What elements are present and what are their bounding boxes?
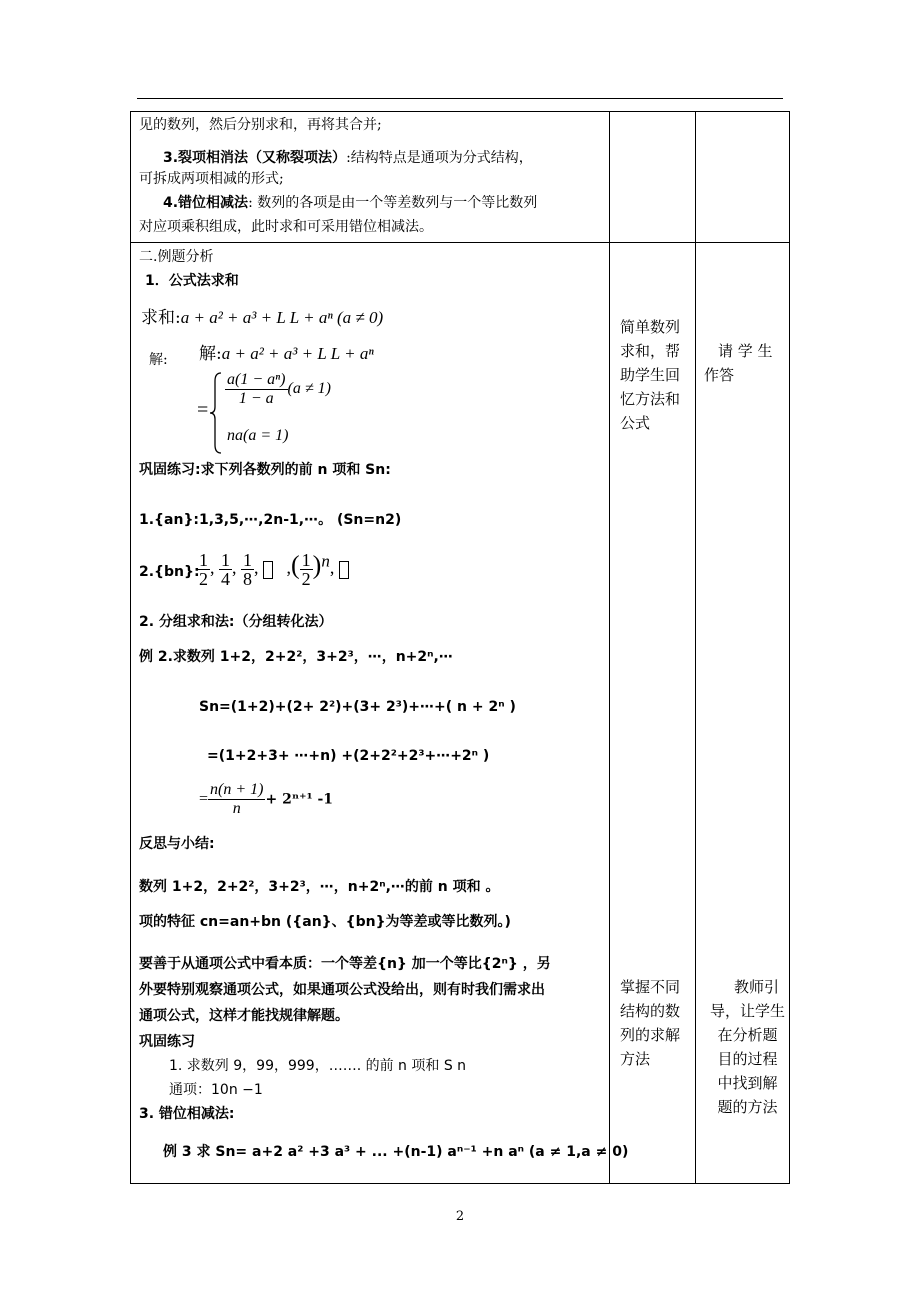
case-1 [225, 371, 331, 408]
goal-2-line: 列的求解 [620, 1026, 681, 1044]
sn-line-1: Sn=(1+2)+(2+ 2²)+(3+ 2³)+⋯+( n + 2ⁿ ) [199, 699, 516, 715]
teaching-goal-cell [610, 243, 696, 1184]
equals-sign: = [197, 399, 209, 421]
practice-1: 1.{an}:1,3,5,⋯,2n-1,⋯。 (Sn=n2) [139, 512, 402, 528]
dislocation-method-title: 3. 错位相减法: [139, 1106, 235, 1122]
activity-2-line: 题的方法 [717, 1098, 778, 1116]
goal-2-line: 结构的数 [620, 1002, 681, 1020]
methods-line-1: 见的数列，然后分别求和，再将其合并; [139, 117, 382, 133]
methods-cell [131, 112, 610, 243]
sn-fraction [208, 781, 265, 818]
reflection-title: 反思与小结: [139, 836, 215, 852]
activity-2-line: 在分析题 [717, 1026, 778, 1044]
solution-prefix: 解: [199, 344, 222, 364]
goal-2-line: 掌握不同 [620, 978, 681, 996]
goal-2-line: 方法 [620, 1050, 651, 1068]
case-2: na(a = 1) [227, 427, 289, 444]
student-activity-1 [704, 339, 773, 387]
sum-question-expr: a + a² + a³ + L L + aⁿ (a ≠ 0) [180, 308, 384, 327]
activity-2-line: 中找到解 [717, 1074, 778, 1092]
teaching-goal-1 [620, 315, 680, 435]
section-title: 二.例题分析 [139, 249, 214, 265]
solution-line [199, 345, 374, 363]
solution-expr: a + a² + a³ + L L + aⁿ [221, 344, 374, 363]
method-4-text-2: 对应项乘积组成，此时求和可采用错位相减法。 [139, 219, 433, 235]
example-3-question: 例 3 求 Sn= a+2 a² +3 a³ + ... +(n-1) aⁿ⁻¹ +n aⁿ (a ≠ 1,a ≠ 0) [163, 1144, 629, 1160]
practice-2-terms: $\frac{1}{2}$ , $\frac{1}{4}$ , $\frac{1}{8}$ , ,( $\frac{1}{2}$ )$^n$, [197, 551, 349, 588]
student-activity-2 [710, 975, 785, 1119]
top-col2-cell [610, 112, 696, 243]
frac-half: $\frac{1}{2}$ [199, 550, 208, 589]
practice-2-label: 2.{bn}: [139, 564, 200, 580]
practice-title: 巩固练习:求下列各数列的前 n 项和 Sn: [139, 462, 391, 478]
solution-label: 解: [149, 352, 168, 368]
case-1-condition: (a ≠ 1) [287, 380, 331, 398]
case-1-denominator: 1 − a [238, 390, 274, 407]
sn-line-3: = $\frac{n(n + 1)}{n}$ + 2ⁿ⁺¹ -1 [199, 781, 334, 817]
activity-2-line: 教师引 [734, 978, 780, 996]
activity-2-line: 目的过程 [717, 1050, 778, 1068]
examples-cell [131, 243, 629, 1184]
sn-denominator: n [232, 800, 241, 817]
placeholder-box [263, 561, 273, 579]
method-3 [163, 149, 533, 167]
method-3-text-2: 可拆成两项相减的形式; [139, 171, 284, 187]
activity-1-line: 请 学 生 [718, 342, 773, 360]
frac-eighth: $\frac{1}{8}$ [243, 550, 252, 589]
qiuhe-label: 求和: [141, 308, 181, 328]
activity-2-line: 导，让学生 [710, 1002, 786, 1020]
example-2-question: 例 2.求数列 1+2，2+2²，3+2³，⋯，n+2ⁿ,⋯ [139, 649, 453, 665]
practice-2-general-term: 通项：10n −1 [169, 1082, 263, 1098]
reflection-line-2: 项的特征 cn=an+bn ({an}、{bn}为等差或等比数列。) [139, 914, 511, 930]
teaching-goal-2 [620, 975, 680, 1071]
practice-2-question: 1. 求数列 9，99，999，……. 的前 n 项和 S n [169, 1058, 467, 1074]
piecewise-brace [209, 371, 223, 455]
goal-1-line: 简单数列 [620, 318, 681, 336]
grouping-method-title: 2. 分组求和法:（分组转化法） [139, 614, 333, 630]
page-number: 2 [455, 1209, 465, 1224]
method-3-text-1: :结构特点是通项为分式结构， [346, 150, 533, 166]
frac-half-power: $\frac{1}{2}$ [301, 550, 311, 589]
method-4-text-1: : 数列的各项是由一个等差数列与一个等比数列 [248, 195, 538, 211]
goal-1-line: 求和，帮 [620, 342, 681, 360]
sn-line-2: =(1+2+3+ ⋯+n) +(2+2²+2³+⋯+2ⁿ ) [207, 748, 490, 764]
reflection-line-1: 数列 1+2，2+2²，3+2³，⋯，n+2ⁿ,⋯的前 n 项和 。 [139, 879, 500, 895]
activity-1-line: 作答 [704, 366, 735, 384]
header-rule [137, 98, 783, 99]
method-3-title: 3.裂项相消法（又称裂项法） [163, 150, 347, 166]
summary-line-1: 要善于从通项公式中看本质：一个等差{n} 加一个等比{2ⁿ} ，另 [139, 956, 551, 972]
goal-1-line: 公式 [620, 414, 651, 432]
placeholder-box [339, 561, 349, 579]
sn-tail: + 2ⁿ⁺¹ -1 [265, 791, 334, 808]
case-1-fraction [225, 371, 288, 408]
method-4-title: 4.错位相减法 [163, 195, 249, 211]
top-col3-cell [696, 112, 790, 243]
case-1-numerator: a(1 − aⁿ) [227, 371, 286, 388]
frac-quarter: $\frac{1}{4}$ [221, 550, 230, 589]
practice-2-title: 巩固练习 [139, 1034, 195, 1050]
sn-numerator: n(n + 1) [210, 781, 264, 798]
method-4 [163, 194, 537, 212]
student-activity-cell [696, 243, 790, 1184]
goal-1-line: 助学生回 [620, 366, 681, 384]
sum-question [141, 309, 383, 327]
summary-line-2: 外要特别观察通项公式，如果通项公式没给出，则有时我们需求出 [139, 982, 545, 998]
summary-line-3: 通项公式，这样才能找规律解题。 [139, 1008, 349, 1024]
lesson-table [130, 111, 790, 1184]
formula-method-title: 1．公式法求和 [145, 273, 239, 289]
goal-1-line: 忆方法和 [620, 390, 681, 408]
